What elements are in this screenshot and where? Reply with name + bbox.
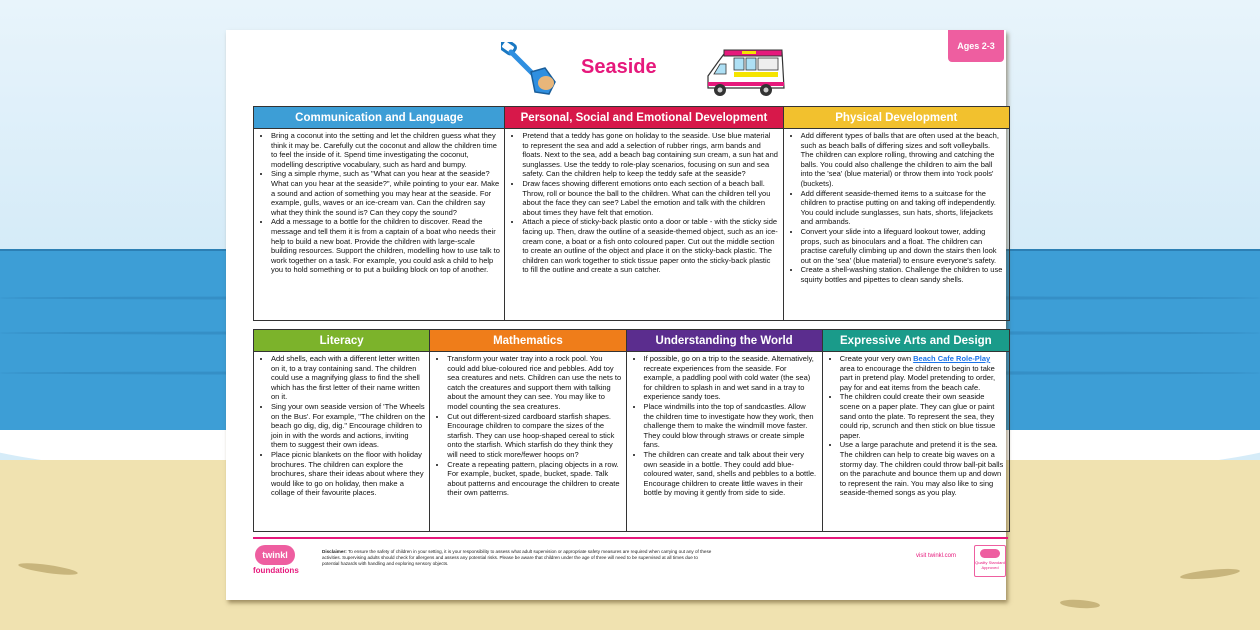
bottom-areas-grid xyxy=(253,329,1010,532)
section-heading: Personal, Social and Emotional Development xyxy=(505,107,782,129)
activity-item: • Use a large parachute and pretend it is the sea. The children can help to create big waves on a stormy day. The children could throw ball-pit balls on the parachute and bounce them up and down to represent the rain. You may also like to sing seaside-themed songs as you play. xyxy=(840,440,1005,498)
twinkl-foundations-logo xyxy=(253,543,301,579)
logo-subtitle: foundations xyxy=(253,566,299,575)
activity-item: • Sing your own seaside version of 'The Wheels on the Bus'. For example, "The children on the beach go dig, dig, dig." Encourage children to join in with the words and actions, inviting them to suggest their own ideas. xyxy=(271,402,425,450)
twinkl-cloud-icon: twinkl xyxy=(255,545,295,565)
quality-standard-badge xyxy=(974,545,1006,577)
sheet-header xyxy=(226,30,1006,105)
planning-sheet xyxy=(226,30,1006,600)
disclaimer-label: Disclaimer: xyxy=(322,549,347,554)
activity-item: • The children can create and talk about their very own seaside in a bottle. They could add blue-coloured water, sand, shells and pebbles to a bottle. Encourage children to create little waves in their bottle by moving it gently from side to side. xyxy=(644,450,818,498)
section-heading: Communication and Language xyxy=(254,107,504,129)
activity-item: • Create a shell-washing station. Challenge the children to use squirty bottles and pipettes to clean sandy shells. xyxy=(801,265,1005,284)
activity-item: • If possible, go on a trip to the seaside. Alternatively, recreate experiences from the seaside. For example, a paddling pool with cold water (the sea) for children to splash in and wet sand in a tray to experience sandy toes. xyxy=(644,354,818,402)
twinkl-cloud-icon xyxy=(980,549,1000,558)
footprint-icon xyxy=(1060,599,1100,610)
disclaimer xyxy=(322,549,712,567)
activity-item: • Place windmills into the top of sandcastles. Allow the children time to investigate how they work, then challenge them to make the windmill move faster. They could blow through straws or create simple fans. xyxy=(644,402,818,450)
activity-item: • The children could create their own seaside scene on a paper plate. They can glue or paint sand onto the plate. To represent the sea, they could rip, scrunch and then stick on blue tissue paper. xyxy=(840,392,1005,440)
activity-item: • Draw faces showing different emotions onto each section of a beach ball. Throw, roll or bounce the ball to the children. What can the children tell you about the face they can see? Label the emotion and talk with the children about times they have felt that emotion. xyxy=(522,179,778,217)
footer-divider xyxy=(253,537,1008,539)
section-mathematics xyxy=(430,330,626,531)
section-physical-development xyxy=(784,107,1009,320)
activity-item: • Bring a coconut into the setting and let the children guess what they think it may be. Carefully cut the coconut and allow the children time to feel the inside of it. Spend time investigating the coconut, modelling descriptive vocabulary, such as hard and bumpy. xyxy=(271,131,500,169)
activity-item xyxy=(840,354,1005,392)
section-heading: Expressive Arts and Design xyxy=(823,330,1009,352)
activity-item: • Attach a piece of sticky-back plastic onto a door or table - with the sticky side facing up. Then, draw the outline of a seaside-themed object, such as an ice-cream cone, a boat or a fish onto coloured paper. Cut out the middle section to create an outline of the object and place it on the sticky-back plastic. The children can work together to stick tissue paper onto the sticky-back plastic to fill the outline and create a sun catcher. xyxy=(522,217,778,275)
section-literacy xyxy=(254,330,430,531)
section-heading: Mathematics xyxy=(430,330,625,352)
activity-item: • Sing a simple rhyme, such as "What can you hear at the seaside? What can you hear at the seaside?", while pointing to your ear. Make a sound and action of something you may hear at the seaside. For example, gulls, waves or an ice-cream van. Can the children say what they think the sound is? Can they copy the sound? xyxy=(271,169,500,217)
quality-badge-text: Quality Standard Approved xyxy=(975,560,1005,570)
activity-item: • Add a message to a bottle for the children to discover. Read the message and tell them it is from a captain of a boat who needs their help to build a new boat. Provide the children with large-scale building resources. Support the children, modelling how to use talk to work together on a task. For example, you could ask a child to help you to hold something or to put a building block on top of another. xyxy=(271,217,500,275)
activity-text: area to encourage the children to begin to take part in pretend play. Model pretending to order, pay for and eat items from the beach cafe. xyxy=(839,363,996,392)
age-badge: Ages 2-3 xyxy=(948,30,1004,62)
activity-item: • Cut out different-sized cardboard starfish shapes. Encourage children to compare the sizes of the starfish. They can use hoop-shaped cereal to stick onto the starfish. Which starfish do they think they will need to stick more/fewer hoops on? xyxy=(447,412,621,460)
activity-item: • Add different seaside-themed items to a suitcase for the children to practise putting on and taking off independently. You could include sunglasses, sun hats, shorts, lifejackets and armbands. xyxy=(801,189,1005,227)
activity-item: • Pretend that a teddy has gone on holiday to the seaside. Use blue material to represent the sea and add a selection of rubber rings, arm bands and floats. Next to the sea, add a beach bag containing sun cream, a sun hat and sunglasses. Use the teddy to role-play scenarios, focusing on sun and sea safety. Can the children help to keep the teddy safe at the seaside? xyxy=(522,131,778,179)
spade-icon xyxy=(501,42,561,96)
disclaimer-text: To ensure the safety of children in your setting, it is your responsibility to assess what adult supervision or appropriate safety measures are required when carrying out any of these activities. Supervising adults should check for allergens and assess any potential risks. Please be aware that children under the age of three will need to be supervised at all times due to potential hazards with handling and exploring sensory objects. xyxy=(322,549,712,566)
section-heading: Physical Development xyxy=(784,107,1009,129)
activity-item: • Add shells, each with a different letter written on it, to a tray containing sand. The children could use a magnifying glass to find the shell which has the first letter of their name written on it. xyxy=(271,354,425,402)
section-heading: Understanding the World xyxy=(627,330,822,352)
activity-item: • Transform your water tray into a rock pool. You could add blue-coloured rice and pebbles. Add toy sea creatures and nets. Children can use the nets to catch the creatures and support them with talking about the amount they can see. You may like to model counting the sea creatures. xyxy=(447,354,621,412)
section-understanding-world xyxy=(627,330,823,531)
footprint-icon xyxy=(18,561,79,577)
section-communication-language xyxy=(254,107,505,320)
top-areas-grid xyxy=(253,106,1010,321)
activity-item: • Convert your slide into a lifeguard lookout tower, adding props, such as binoculars and a float. The children can practise carefully climbing up and down the stairs then look out on the 'sea' (blue material) to ensure everyone's safety. xyxy=(801,227,1005,265)
section-expressive-arts-design xyxy=(823,330,1009,531)
page-title: Seaside xyxy=(581,56,657,78)
ice-cream-van-icon xyxy=(704,48,786,98)
activity-item: • Place picnic blankets on the floor with holiday brochures. The children can explore the brochures, share their ideas about where they would like to go on holiday, then make a collage of their favourite places. xyxy=(271,450,425,498)
footprint-icon xyxy=(1180,567,1241,581)
activity-item: • Add different types of balls that are often used at the beach, such as beach balls of differing sizes and soft volleyballs. The children can explore rolling, throwing and catching the balls. You could also challenge the children to aim the ball into the 'sea' (blue material) or throw them into 'rock pools' (buckets). xyxy=(801,131,1005,189)
activity-item: • Create a repeating pattern, placing objects in a row. For example, bucket, spade, bucket, spade. Talk about patterns and encourage the children to create their own patterns. xyxy=(447,460,621,498)
activity-text: Create your very own xyxy=(839,354,914,363)
visit-link[interactable]: visit twinkl.com xyxy=(916,553,957,559)
section-personal-social-emotional xyxy=(505,107,783,320)
beach-cafe-role-play-link[interactable]: Beach Cafe Role-Play xyxy=(913,354,991,363)
section-heading: Literacy xyxy=(254,330,429,352)
